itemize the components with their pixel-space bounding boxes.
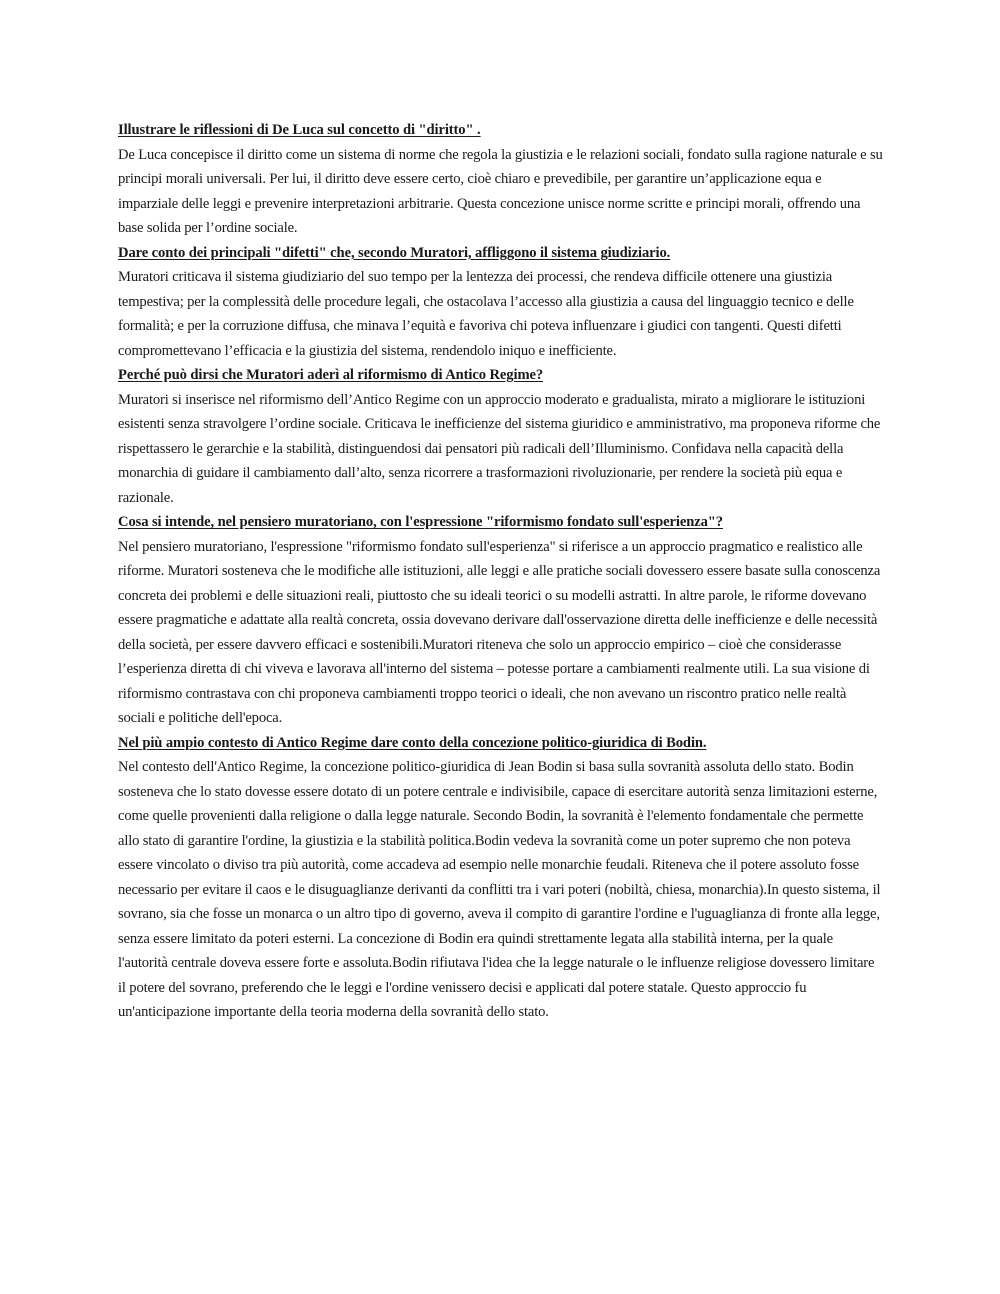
answer-paragraph-5: Nel contesto dell'Antico Regime, la concezione politico-giuridica di Jean Bodin si basa sulla sovranità assoluta dello stato. Bodin sosteneva che lo stato dovesse essere dotato di un potere centrale e indivisibile, capace di esercitare autorità senza limitazioni esterne, come quelle provenienti dalla religione o dalla legge naturale. Secondo Bodin, la sovranità è l'elemento fondamentale che permette allo stato di garantire l'ordine, la giustizia e la stabilità politica.Bodin vedeva la sovranità come un poter supremo che non poteva essere vincolato o diviso tra più autorità, come accadeva ad esempio nelle monarchie feudali. Riteneva che il potere assoluto fosse necessario per evitare il caos e le disuguaglianze derivanti da conflitti tra i vari poteri (nobiltà, chiesa, monarchia).In questo sistema, il sovrano, sia che fosse un monarca o un altro tipo di governo, aveva il compito di garantire l'ordine e l'uguaglianza di fronte alla legge, senza essere limitato da poteri esterni. La concezione di Bodin era quindi strettamente legata alla stabilità interna, per la quale l'autorità centrale doveva essere forte e assoluta.Bodin rifiutava l'idea che la legge naturale o le influenze religiose dovessero limitare il potere del sovrano, preferendo che le leggi e l'ordine venissero decisi e applicati dal potere statale. Questo approccio fu un'anticipazione importante della teoria moderna della sovranità dello stato.	[118, 759, 881, 1020]
question-heading-3: Perché può dirsi che Muratori aderì al riformismo di Antico Regime?	[118, 367, 544, 383]
question-heading-4: Cosa si intende, nel pensiero muratoriano, con l'espressione "riformismo fondato sull'esperienza"?	[118, 514, 724, 530]
document-page	[118, 118, 884, 1025]
answer-paragraph-1: De Luca concepisce il diritto come un sistema di norme che regola la giustizia e le relazioni sociali, fondato sulla ragione naturale e su principi morali universali. Per lui, il diritto deve essere certo, cioè chiaro e prevedibile, per garantire un’applicazione equa e imparziale delle leggi e prevenire interpretazioni arbitrarie. Questa concezione unisce norme scritte e principi morali, offrendo una base solida per l’ordine sociale.	[118, 146, 883, 236]
question-heading-2: Dare conto dei principali "difetti" che, secondo Muratori, affliggono il sistema giudiziario.	[118, 244, 671, 261]
answer-paragraph-3: Muratori si inserisce nel riformismo dell’Antico Regime con un approccio moderato e gradualista, mirato a migliorare le istituzioni esistenti senza stravolgere l’ordine sociale. Criticava le inefficienze del sistema giuridico e amministrativo, ma proponeva riforme che rispettassero le gerarchie e la stabilità, distinguendosi dai pensatori più radicali dell’Illuminismo. Confidava nella capacità della monarchia di guidare il cambiamento dall’alto, senza ricorrere a trasformazioni rivoluzionarie, per rendere la società più equa e razionale.	[118, 391, 881, 506]
question-heading-1: Illustrare le riflessioni di De Luca sul concetto di "diritto" .	[118, 122, 481, 138]
question-heading-5: Nel più ampio contesto di Antico Regime dare conto della concezione politico-giuridica di Bodin.	[118, 734, 707, 751]
answer-paragraph-2: Muratori criticava il sistema giudiziario del suo tempo per la lentezza dei processi, che rendeva difficile ottenere una giustizia tempestiva; per la complessità delle procedure legali, che ostacolava l’accesso alla giustizia a causa del linguaggio tecnico e delle formalità; e per la corruzione diffusa, che minava l’equità e favoriva chi poteva influenzare i giudici con tangenti. Questi difetti compromettevano l’efficacia e la giustizia del sistema, rendendolo iniquo e inefficiente.	[118, 269, 854, 359]
answer-paragraph-4: Nel pensiero muratoriano, l'espressione "riformismo fondato sull'esperienza" si riferisce a un approccio pragmatico e realistico alle riforme. Muratori sosteneva che le modifiche alle istituzioni, alle leggi e alle pratiche sociali dovessero essere basate sulla conoscenza concreta dei problemi e delle situazioni reali, piuttosto che su ideali teorici o su modelli astratti. In altre parole, le riforme dovevano essere pragmatiche e adattate alla realtà concreta, ossia dovevano derivare dall'osservazione diretta delle inefficienze e delle necessità della società, per essere davvero efficaci e sostenibili.Muratori riteneva che solo un approccio empirico – cioè che considerasse l’esperienza diretta di chi viveva e lavorava all'interno del sistema – potesse portare a cambiamenti realmente utili. La sua visione di riformismo contrastava con chi proponeva cambiamenti troppo teorici o ideali, che non avevano un riscontro pratico nelle realtà sociali e politiche dell'epoca.	[118, 538, 881, 726]
